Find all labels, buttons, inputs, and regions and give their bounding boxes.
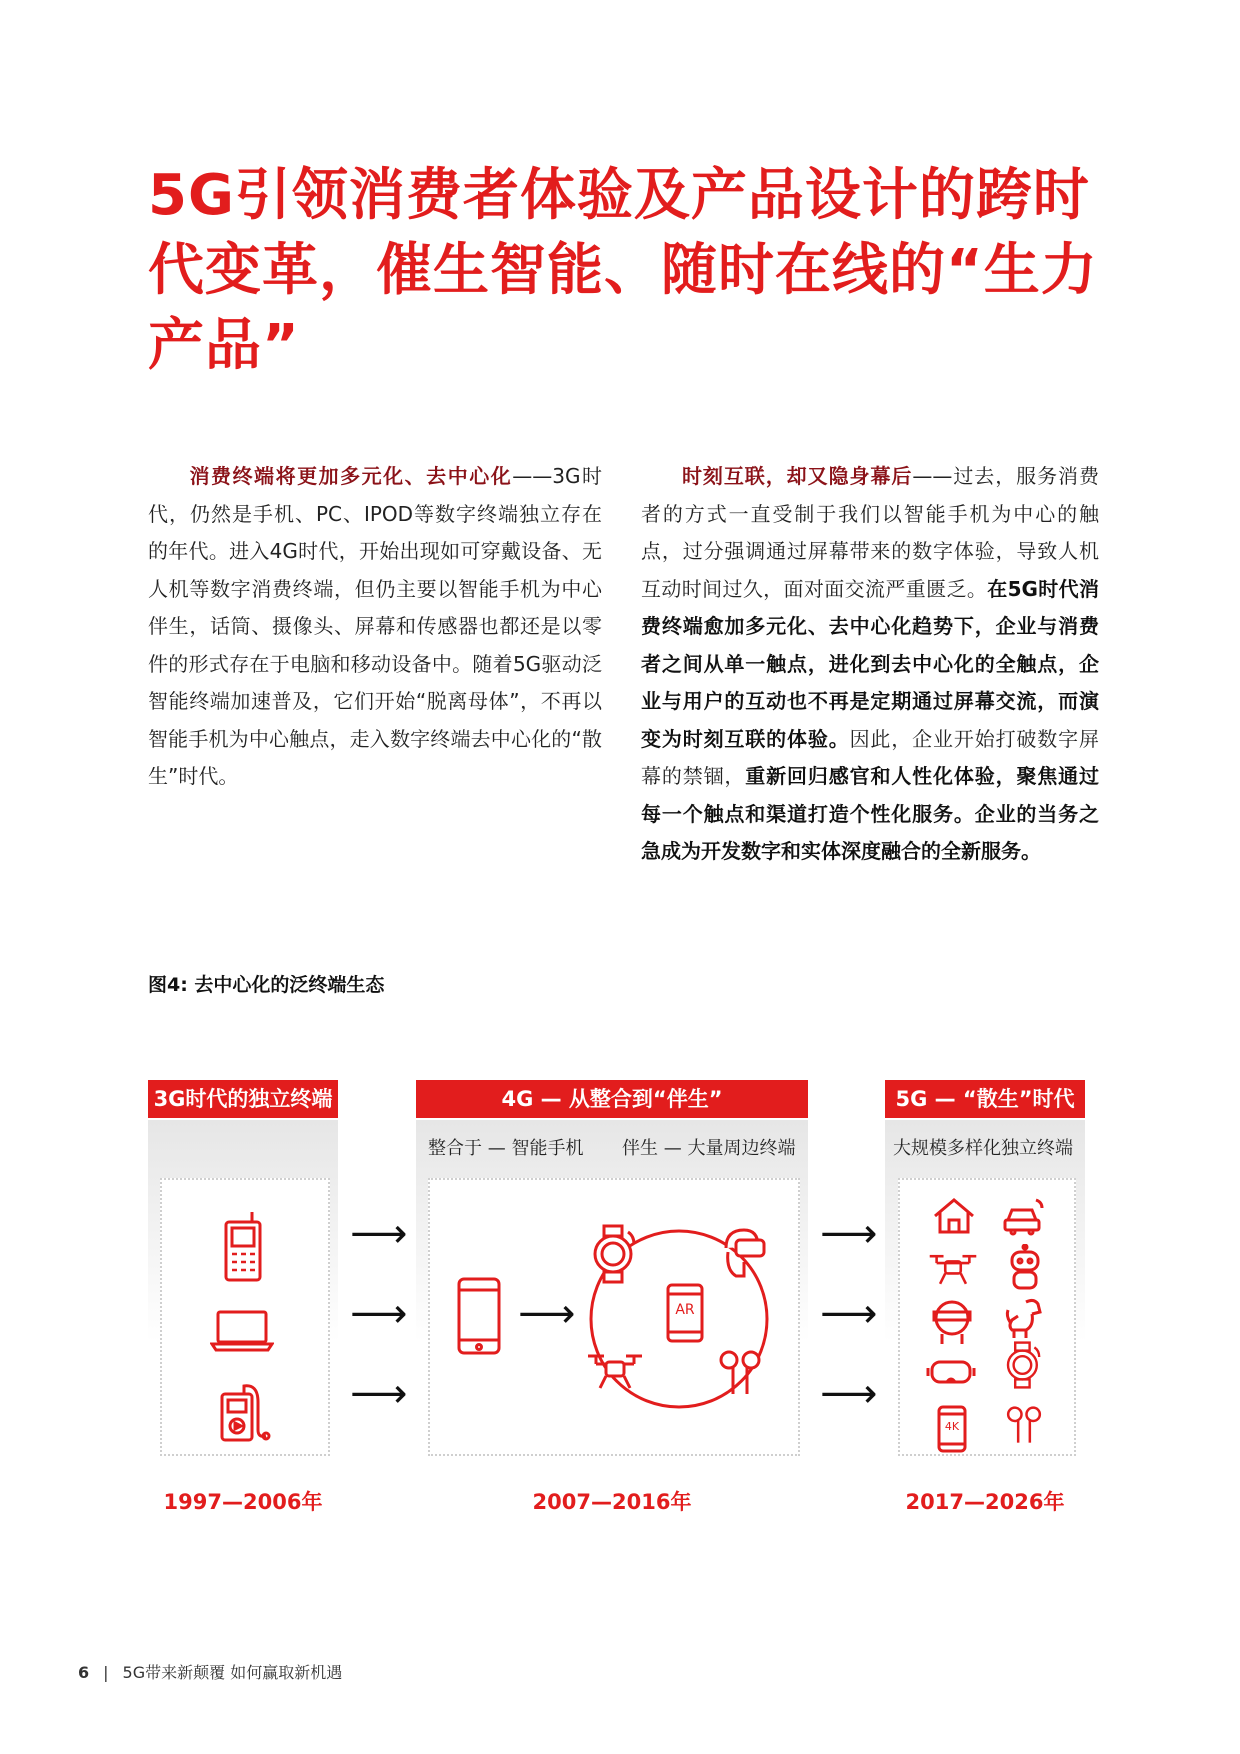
panel-5g-years: 2017—2026年	[905, 1490, 1065, 1514]
panel-5g-header: 5G — “散生”时代	[885, 1080, 1085, 1118]
page-footer	[78, 1660, 342, 1683]
panel-4g-years: 2007—2016年	[532, 1490, 692, 1514]
ar-phone-icon	[665, 1282, 705, 1344]
integration-arrow: ⟶	[518, 1291, 576, 1337]
robot-icon	[1006, 1244, 1044, 1292]
transition-arrow: ⟶	[350, 1291, 408, 1337]
right-column-bold2: 重新回归感官和人性化体验，聚焦通过每一个触点和渠道打造个性化服务。企业的当务之急成为开发数字和实体深度融合的全新服务。	[641, 764, 1100, 863]
drone-icon	[928, 1250, 978, 1290]
transition-arrow: ⟶	[820, 1371, 878, 1417]
feature-phone-icon	[222, 1210, 264, 1282]
connected-car-icon	[1002, 1196, 1046, 1236]
transition-arrow: ⟶	[820, 1211, 878, 1257]
panel-4g-sub-right: 伴生 — 大量周边终端	[622, 1138, 796, 1159]
ar-label: AR	[675, 1302, 695, 1318]
smartwatch-icon	[590, 1224, 640, 1284]
transition-arrow: ⟶	[350, 1211, 408, 1257]
figure-caption: 图4: 去中心化的泛终端生态	[148, 974, 385, 996]
right-column-part2: 因此，企业开始打破数字屏幕的禁锢，	[641, 726, 1100, 788]
footer-separator: |	[103, 1663, 109, 1682]
laptop-icon	[210, 1308, 274, 1352]
right-column-text	[641, 458, 1099, 871]
panel-3g-years: 1997—2006年	[163, 1490, 323, 1514]
right-column-bold1: 在5G时代消费终端愈加多元化、去中心化趋势下，企业与消费者之间从单一触点，进化到去中心化的全触点，企业与用户的互动也不再是定期通过屏幕交流，而演变为时刻互联的体验。	[641, 576, 1099, 751]
publication-title: 5G带来新颠覆 如何赢取新机遇	[122, 1663, 343, 1682]
music-player-icon	[218, 1382, 274, 1444]
smartwatch-icon	[1004, 1340, 1044, 1390]
smartphone-icon	[456, 1276, 502, 1356]
right-column-lead: 时刻互联，却又隐身幕后	[681, 464, 913, 488]
left-column-text	[148, 458, 602, 796]
panel-5g-device-box	[898, 1178, 1076, 1456]
drone-icon	[586, 1350, 644, 1394]
right-column-part1: ——过去，服务消费者的方式一直受制于我们以智能手机为中心的触点，过分强调通过屏幕带来的数字体验，导致人机互动时间过久，面对面交流严重匮乏。	[641, 464, 1100, 601]
earbuds-icon	[1004, 1404, 1044, 1448]
panel-5g-sub: 大规模多样化独立终端	[893, 1138, 1073, 1159]
transition-arrow: ⟶	[350, 1371, 408, 1417]
vr-goggles-icon	[926, 1356, 976, 1388]
page-number: 6	[78, 1663, 90, 1682]
transition-arrow: ⟶	[820, 1291, 878, 1337]
robot-dog-icon	[1004, 1296, 1044, 1342]
earbuds-icon	[716, 1348, 764, 1400]
page-title: 5G引领消费者体验及产品设计的跨时代变革，催生智能、随时在线的“生力产品”	[148, 163, 1098, 378]
4k-label: 4K	[944, 1420, 960, 1433]
vr-headset-icon	[718, 1226, 766, 1280]
smart-glasses-icon	[932, 1296, 972, 1346]
smart-home-icon	[932, 1196, 976, 1236]
panel-4g-sub-left: 整合于 — 智能手机	[428, 1138, 584, 1159]
left-column-lead: 消费终端将更加多元化、去中心化	[188, 464, 513, 488]
left-column-body: ——3G时代，仍然是手机、PC、IPOD等数字终端独立存在的年代。进入4G时代，开始出现如可穿戴设备、无人机等数字消费终端，但仍主要以智能手机为中心伴生，话筒、摄像头、屏幕和传感器也都还是以零件的形式存在于电脑和移动设备中。随着5G驱动泛智能终端加速普及，它们开始“脱离母体”，不再以智能手机为中心触点，走入数字终端去中心化的“散生”时代。	[148, 464, 602, 788]
panel-4g-header: 4G — 从整合到“伴生”	[416, 1080, 808, 1118]
panel-3g-header: 3G时代的独立终端	[148, 1080, 338, 1118]
4k-phone-icon	[936, 1404, 968, 1454]
